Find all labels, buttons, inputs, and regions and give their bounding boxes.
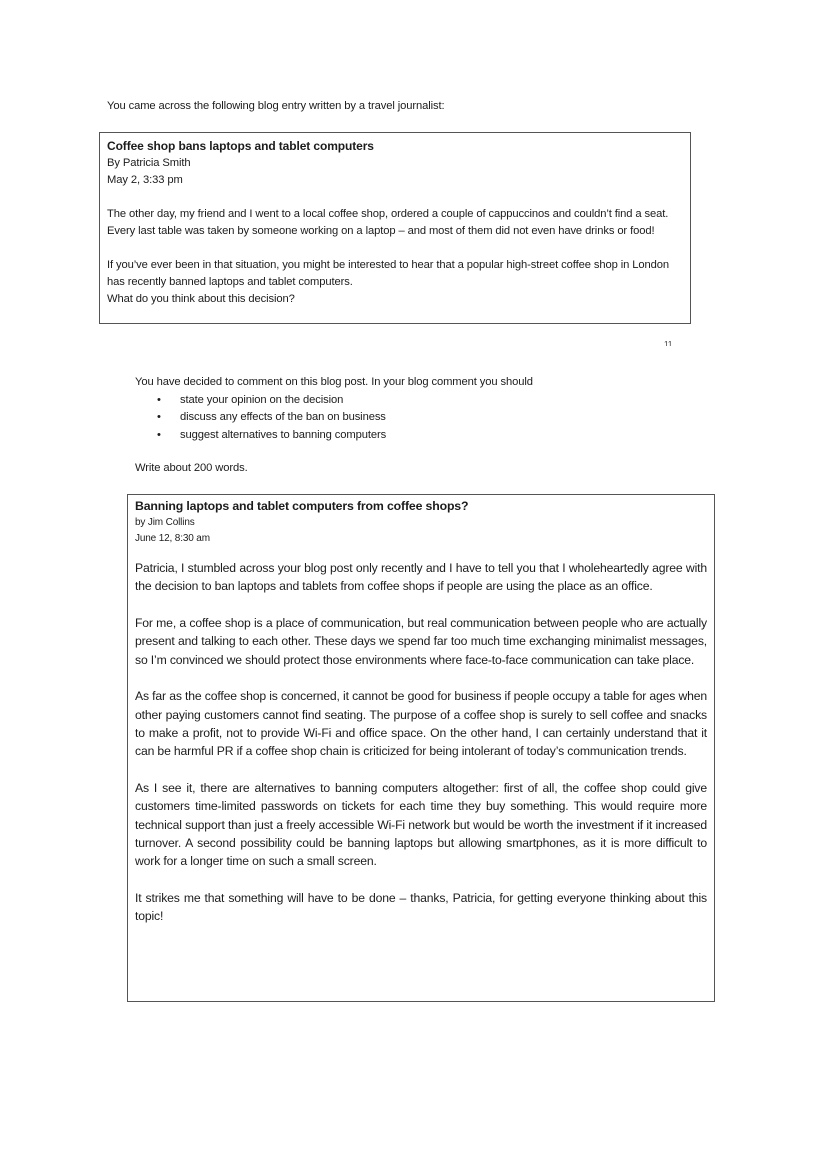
task-bullet: [157, 409, 695, 427]
comment-paragraph: It strikes me that something will have to be done – thanks, Patricia, for getting everyone thinking about this topic!: [135, 891, 707, 924]
comment-date: June 12, 8:30 am: [135, 533, 210, 544]
task-bullet-list: [135, 392, 695, 445]
comment-paragraph: As I see it, there are alternatives to banning computers altogether: first of all, the coffee shop could give customers time-limited passwords on tickets for each time they buy something. This would require more technical support than just a freely accessible Wi-Fi network but would be worth the investment if it increased turnover. A second possibility could be banning laptops but allowing smartphones, as it is more difficult to work for a longer time on such a small screen.: [135, 781, 707, 869]
bullet-icon: •: [157, 411, 161, 423]
intro-text: You came across the following blog entry written by a travel journalist:: [107, 100, 445, 112]
word-count-instruction: Write about 200 words.: [135, 462, 248, 474]
page-number: 11: [664, 340, 673, 346]
blog-post-date: May 2, 3:33 pm: [107, 174, 183, 186]
task-instructions: [135, 374, 695, 478]
comment-author: by Jim Collins: [135, 517, 195, 528]
blog-post-box: [99, 132, 691, 324]
bullet-icon: •: [157, 428, 161, 441]
task-bullet: [157, 427, 695, 445]
blog-post-title: Coffee shop bans laptops and tablet computers: [107, 139, 374, 153]
blog-post-question: What do you think about this decision?: [107, 293, 295, 305]
comment-box: [127, 494, 715, 1002]
task-bullet: [157, 392, 695, 410]
blog-post-author: By Patricia Smith: [107, 157, 191, 169]
task-bullet-text: discuss any effects of the ban on business: [180, 411, 386, 423]
task-bullet-text: state your opinion on the decision: [180, 393, 344, 406]
task-bullet-text: suggest alternatives to banning computers: [180, 428, 387, 441]
comment-title: Banning laptops and tablet computers from coffee shops?: [135, 499, 469, 513]
blog-post-paragraph: If you’ve ever been in that situation, you might be interested to hear that a popular high-street coffee shop in London has recently banned laptops and tablet computers.: [107, 259, 669, 288]
comment-paragraph: For me, a coffee shop is a place of communication, but real communication between people who are actually present and talking to each other. These days we spend far too much time exchanging minimalist messages, so I’m convinced we should protect those environments where face-to-face communication can take place.: [135, 616, 707, 667]
comment-paragraph: As far as the coffee shop is concerned, it cannot be good for business if people occupy a table for ages when other paying customers cannot find seating. The purpose of a coffee shop is surely to sell coffee and snacks to make a profit, not to provide Wi-Fi and office space. On the other hand, I can certainly understand that it can be harmful PR if a coffee shop chain is criticized for being intolerant of today’s communication trends.: [135, 689, 707, 759]
comment-paragraph: Patricia, I stumbled across your blog post only recently and I have to tell you that I wholeheartedly agree with the decision to ban laptops and tablets from coffee shops if people are using the place as an office.: [135, 561, 707, 594]
task-instruction: You have decided to comment on this blog post. In your blog comment you should: [135, 376, 533, 388]
bullet-icon: •: [157, 393, 161, 406]
blog-post-paragraph: The other day, my friend and I went to a local coffee shop, ordered a couple of cappuccinos and couldn’t find a seat. Every last table was taken by someone working on a laptop – and most of them did not even have drinks or food!: [107, 208, 669, 237]
comment-body: [135, 559, 707, 926]
